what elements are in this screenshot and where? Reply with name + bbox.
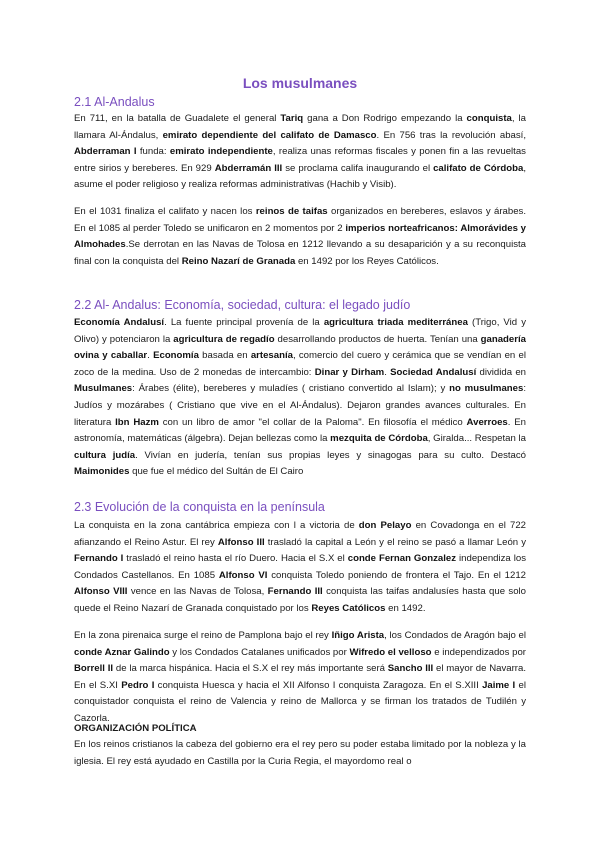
text-run: en 1492. [385,602,426,614]
bold-term: no musulmanes [449,383,524,395]
text-run: desarrollando productos de huerta. Tenían una [274,333,481,345]
paragraph [74,628,526,728]
bold-term: agricultura triada mediterránea [323,317,468,328]
text-run: con un libro de amor "el collar de la Paloma". En filosofía el médico [158,416,467,428]
text-run: . La fuente principal provenía de la [164,317,324,328]
text-run: gana a Don Rodrigo empezando la [303,113,467,124]
text-run: . En astronomía, matemáticas (álgebra). Dejan bellezas como la [74,416,526,445]
section-heading-conquista: 2.3 Evolución de la conquista en la península [74,500,325,514]
paragraph [74,518,526,618]
paragraph [74,204,526,270]
text-run: : Judíos y mozárabes ( Cristiano que vive en el Al-Ándalus). Dejaron grandes avances culturales. En literatura [74,383,526,428]
bold-term: emirato independiente [169,146,273,158]
bold-term: Wifredo el velloso [349,646,432,658]
text-run: conquista las taifas andalusíes hasta que solo quede el Reino Nazarí de Granada conquistado por los [74,586,527,614]
text-run: . [384,366,391,378]
text-run: En el 1031 finaliza el califato y nacen los [74,206,256,217]
text-run: , asume el poder religioso y realiza reformas administrativas (Hachib y Visib). [74,162,526,191]
section-heading-al-andalus: 2.1 Al-Andalus [74,95,155,109]
bold-term: califato de Córdoba [433,162,524,174]
bold-term: Abderramán III [214,162,283,174]
bold-term: reinos de taifas [255,206,328,217]
bold-term: don Pelayo [358,520,412,531]
paragraph [74,315,526,481]
bold-term: Musulmanes [74,383,133,395]
text-run: , Giralda... Respetan la [427,433,526,445]
text-run: , los Condados de Aragón bajo el [384,630,527,641]
text-run: funda: [136,146,170,158]
section-heading-economia: 2.2 Al- Andalus: Economía, sociedad, cultura: el legado judío [74,298,411,312]
bold-term: Sociedad Andalusí [390,366,477,378]
bold-term: Alfonso III [217,536,265,548]
bold-term: Iñigo Arista [331,630,385,641]
text-run: .Se derrotan en las Navas de Tolosa en 1212 llevando a su desaparición y a su reconquista final con la conquista del [74,239,526,267]
text-run: y los Condados Catalanes unificados por [169,646,350,658]
text-run: independiza los Condados Castellanos. En 1085 [74,553,526,581]
text-run: conquista Huesca y hacia el XII Alfonso I conquista Zaragoza. En el S.XIII [154,679,483,691]
bold-term: Ibn Hazm [115,416,159,428]
text-run: . En 756 tras la revolución abasí, [376,129,526,141]
bold-term: ganadería ovina y caballar [74,333,526,362]
bold-term: Maimonides [74,466,130,478]
bold-term: emirato dependiente del califato de Damasco [162,129,377,141]
text-run: se proclama califa inaugurando el [282,162,434,174]
bold-term: mezquita de Córdoba [330,433,428,445]
bold-term: Tariq [280,113,304,124]
text-run: (Trigo, Vid y Olivo) y potenciaron la [74,317,526,345]
bold-term: Reino Nazarí de Granada [181,255,296,267]
bold-term: conde Aznar Galindo [74,646,170,658]
bold-term: Alfonso VI [218,569,268,581]
text-run: trasladó el reino hasta el río Duero. Hacia el S.X el [123,553,348,565]
text-run: : Árabes (élite), bereberes y muladíes ( cristiano convertido al Islam); y [132,383,450,395]
bold-term: Alfonso VIII [74,586,128,598]
bold-term: artesanía [250,350,293,362]
bold-term: imperios norteafricanos: Almorávides y Almohades [74,222,527,251]
text-run: conquista Toledo poniendo de frontera el Tajo. En el 1212 [267,569,526,581]
text-run: , comercio del cuero y cerámica que se vendían en el zoco de la medina. Uso de 2 monedas de intercambio: [74,350,526,378]
text-run: vence en las Navas de Tolosa, [127,586,268,598]
bold-term: Reyes Católicos [311,602,386,614]
text-run: en 1492 por los Reyes Católicos. [295,255,439,267]
text-run: basada en [198,350,251,362]
document-title: Los musulmanes [242,75,358,91]
text-run: , realiza unas reformas fiscales y ponen fin a las revueltas entre sirios y bereberes. En 929 [74,146,526,174]
bold-term: Economía Andalusí [74,317,165,328]
text-run: el mayor de Navarra. En el S.XI [74,663,526,691]
text-run: La conquista en la zona cantábrica empieza con l a victoria de [74,520,359,531]
paragraph [74,111,526,194]
bold-term: conde Fernan Gonzalez [347,553,457,565]
bold-term: Dinar y Dirham [314,366,385,378]
bold-term: Fernando III [267,586,323,598]
bold-term: Averroes [466,416,508,428]
bold-term: agricultura de regadío [173,333,275,345]
bold-term: Economía [153,350,199,362]
text-run: . Vivían en judería, tenían sus propias leyes y sinagogas para su culto. Destacó [135,449,527,461]
text-run: e independizados por [431,646,526,658]
bold-term: Sancho III [387,663,434,675]
subheading-organizacion: ORGANIZACIÓN POLÍTICA [74,723,197,734]
text-run: el conquistador conquista el reino de Valencia y reino de Mallorca y se firman los tratados de Tudilén y Cazorla. [74,679,526,724]
text-run: . [147,350,154,362]
text-run: En 711, en la batalla de Guadalete el general [74,113,281,124]
text-run: dividida en [476,366,527,378]
bold-term: Jaime I [482,679,516,691]
bold-term: conquista [466,113,512,124]
bold-term: Abderraman I [74,146,137,158]
bold-term: Borrell II [74,663,114,675]
bold-term: Fernando I [74,553,124,565]
bold-term: cultura judía [74,449,136,461]
text-run: En la zona pirenaica surge el reino de Pamplona bajo el rey [74,630,332,641]
text-run: en Covadonga en el 722 afianzando el Reino Astur. El rey [74,520,527,548]
text-run: organizados en bereberes, eslavos y árabes. En el 1085 al perder Toledo se unificaron en 2 momentos por 2 [74,206,526,234]
text-run: trasladó la capital a León y el reino se pasó a llamar León y [264,536,527,548]
bold-term: Pedro I [121,679,155,691]
text-run: de la marca hispánica. Hacia el S.X el rey más importante será [113,663,388,675]
paragraph: En los reinos cristianos la cabeza del gobierno era el rey pero su poder estaba limitado por la nobleza y la iglesia. El rey está ayudado en Castilla por la Curia Regia, el mayordomo real o [74,739,526,767]
text-run: , la llamara Al-Ándalus, [74,113,526,141]
text-run: que fue el médico del Sultán de El Cairo [129,466,304,478]
